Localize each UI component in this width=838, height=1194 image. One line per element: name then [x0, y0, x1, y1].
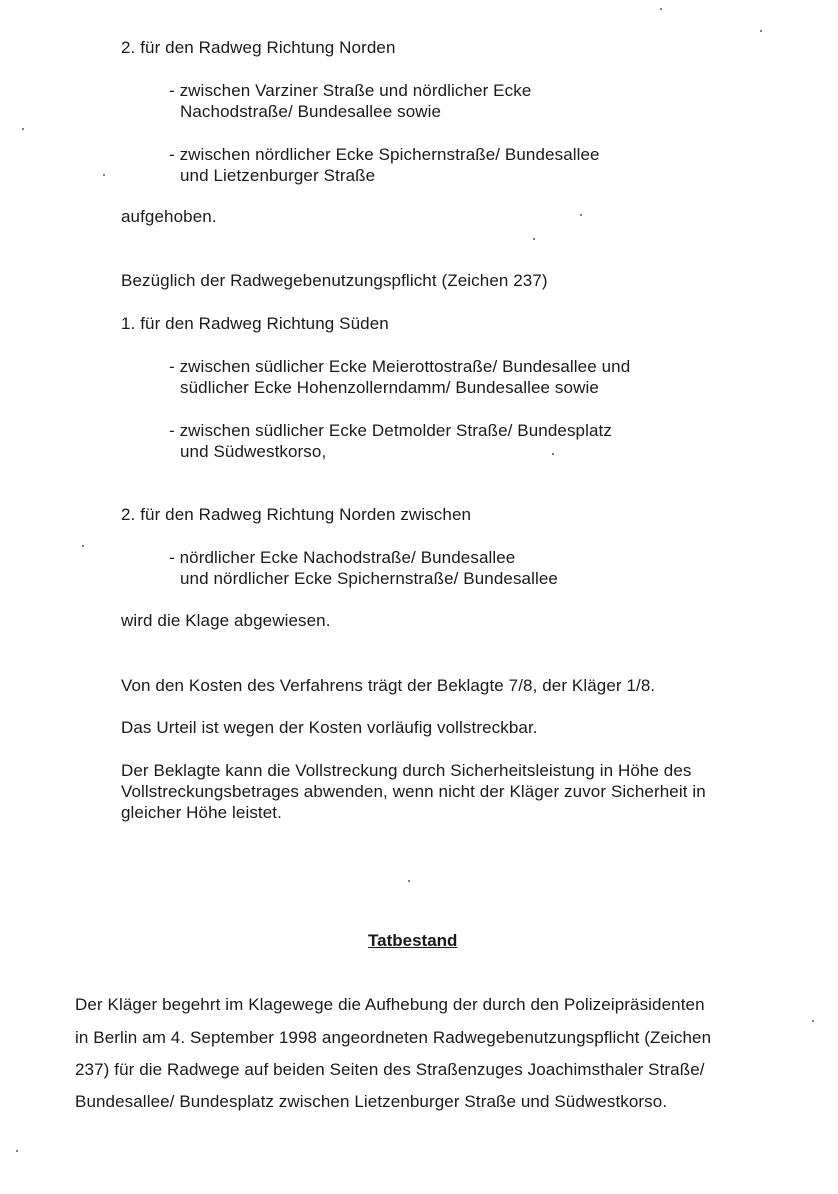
- bullet-line: und Südwestkorso,: [180, 442, 327, 461]
- item-heading: 1. für den Radweg Richtung Süden: [121, 314, 389, 333]
- paragraph-line: Vollstreckungsbetrages abwenden, wenn nicht der Kläger zuvor Sicherheit in: [121, 782, 706, 801]
- bullet-line: - zwischen südlicher Ecke Detmolder Straße/ Bundesplatz: [169, 421, 612, 440]
- bullet-line: und Lietzenburger Straße: [180, 166, 376, 185]
- bullet-line: - zwischen nördlicher Ecke Spichernstraße/ Bundesallee: [169, 145, 600, 164]
- scan-speck: [82, 545, 84, 547]
- item-heading: 2. für den Radweg Richtung Norden zwischen: [121, 505, 472, 524]
- scan-speck: [660, 8, 662, 10]
- paragraph-line: Das Urteil ist wegen der Kosten vorläufig vollstreckbar.: [121, 718, 538, 737]
- scan-speck: [22, 128, 24, 130]
- bullet-line: Nachodstraße/ Bundesallee sowie: [180, 102, 442, 121]
- bullet-line: - nördlicher Ecke Nachodstraße/ Bundesallee: [169, 548, 516, 567]
- scan-speck: [408, 880, 410, 882]
- scan-speck: [16, 1150, 18, 1152]
- paragraph-line: Bezüglich der Radwegebenutzungspflicht (Zeichen 237): [121, 271, 548, 290]
- paragraph-line: in Berlin am 4. September 1998 angeordneten Radwegebenutzungspflicht (Zeichen: [75, 1028, 712, 1047]
- paragraph-line: Der Kläger begehrt im Klagewege die Aufhebung der durch den Polizeipräsidenten: [75, 995, 705, 1014]
- item-heading: 2. für den Radweg Richtung Norden: [121, 38, 396, 57]
- scan-speck: [533, 238, 535, 240]
- paragraph-line: Von den Kosten des Verfahrens trägt der Beklagte 7/8, der Kläger 1/8.: [121, 676, 656, 695]
- paragraph-line: 237) für die Radwege auf beiden Seiten des Straßenzuges Joachimsthaler Straße/: [75, 1060, 705, 1079]
- paragraph-line: wird die Klage abgewiesen.: [121, 611, 331, 630]
- scan-speck: [552, 453, 554, 455]
- paragraph-line: Bundesallee/ Bundesplatz zwischen Lietzenburger Straße und Südwestkorso.: [75, 1092, 668, 1111]
- bullet-line: südlicher Ecke Hohenzollerndamm/ Bundesallee sowie: [180, 378, 599, 397]
- bullet-line: - zwischen Varziner Straße und nördlicher Ecke: [169, 81, 532, 100]
- scan-speck: [760, 30, 762, 32]
- section-heading: Tatbestand: [368, 931, 458, 950]
- scan-speck: [103, 174, 105, 176]
- paragraph-line: aufgehoben.: [121, 207, 217, 226]
- scan-speck: [580, 214, 582, 216]
- paragraph-line: gleicher Höhe leistet.: [121, 803, 282, 822]
- scan-speck: [812, 1020, 814, 1022]
- bullet-line: - zwischen südlicher Ecke Meierottostraße/ Bundesallee und: [169, 357, 631, 376]
- paragraph-line: Der Beklagte kann die Vollstreckung durch Sicherheitsleistung in Höhe des: [121, 761, 692, 780]
- bullet-line: und nördlicher Ecke Spichernstraße/ Bundesallee: [180, 569, 558, 588]
